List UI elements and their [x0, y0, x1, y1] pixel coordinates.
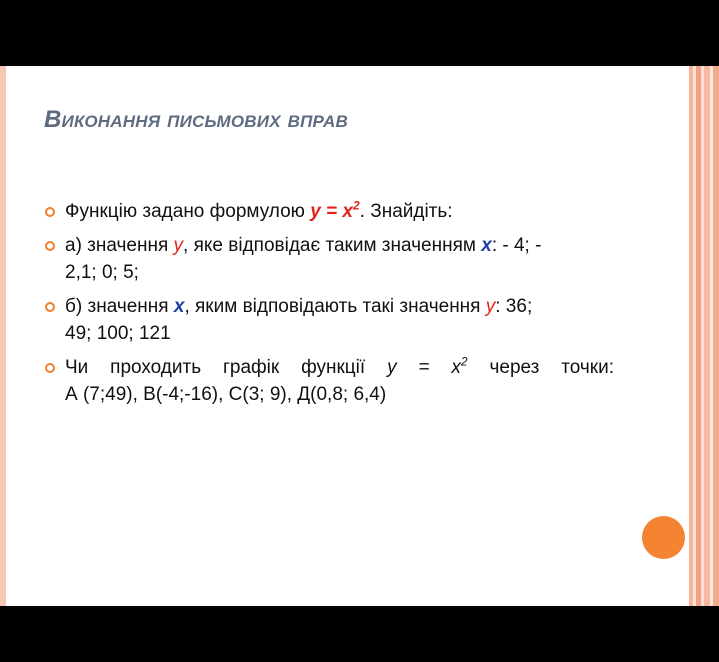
slide	[0, 66, 719, 606]
bullet-text: через точки:	[489, 357, 614, 378]
bullet-text: , яким відповідають такі значення	[184, 296, 486, 317]
slide-title: Виконання письмових вправ	[44, 106, 348, 133]
variable-x: x	[173, 296, 185, 317]
slide-left-edge	[0, 66, 6, 606]
bullet-line	[65, 354, 614, 381]
bullet-item	[44, 232, 614, 286]
bullet-text: А (7;49), В(-4;-16), С(3; 9), Д(0,8; 6,4)	[65, 384, 387, 405]
formula-exponent: 2	[460, 354, 468, 369]
decorative-stripes	[689, 66, 719, 606]
bullet-text: а) значення	[65, 235, 174, 256]
bullet-text: , яке відповідає таким значенням	[183, 235, 482, 256]
decorative-circle	[642, 516, 685, 559]
variable-y: y	[173, 235, 184, 256]
bullet-circle-icon	[45, 302, 55, 312]
bullet-item	[44, 354, 614, 408]
bullet-text: . Знайдіть:	[359, 201, 453, 222]
variable-y: y	[485, 296, 496, 317]
bullet-item	[44, 198, 614, 225]
formula	[310, 198, 360, 222]
bullet-text: 2,1; 0; 5;	[65, 262, 139, 283]
bullet-circle-icon	[45, 207, 55, 217]
formula-base: y = x	[310, 201, 353, 222]
variable-x: x	[481, 235, 492, 256]
formula-exponent: 2	[352, 198, 360, 213]
bullet-circle-icon	[45, 241, 55, 251]
bullet-text: : 36;	[495, 296, 533, 317]
bullet-item	[44, 293, 614, 347]
bullet-circle-icon	[45, 363, 55, 373]
bullet-text: Чи проходить графік функції	[65, 357, 366, 378]
bullet-text: Функцію задано формулою	[65, 201, 311, 222]
bullet-text: 49; 100; 121	[65, 323, 171, 344]
bullet-list	[44, 198, 614, 415]
bullet-text: б) значення	[65, 296, 174, 317]
formula-base: y = x	[387, 357, 461, 378]
formula	[387, 354, 468, 378]
bullet-text: : - 4; -	[491, 235, 542, 256]
